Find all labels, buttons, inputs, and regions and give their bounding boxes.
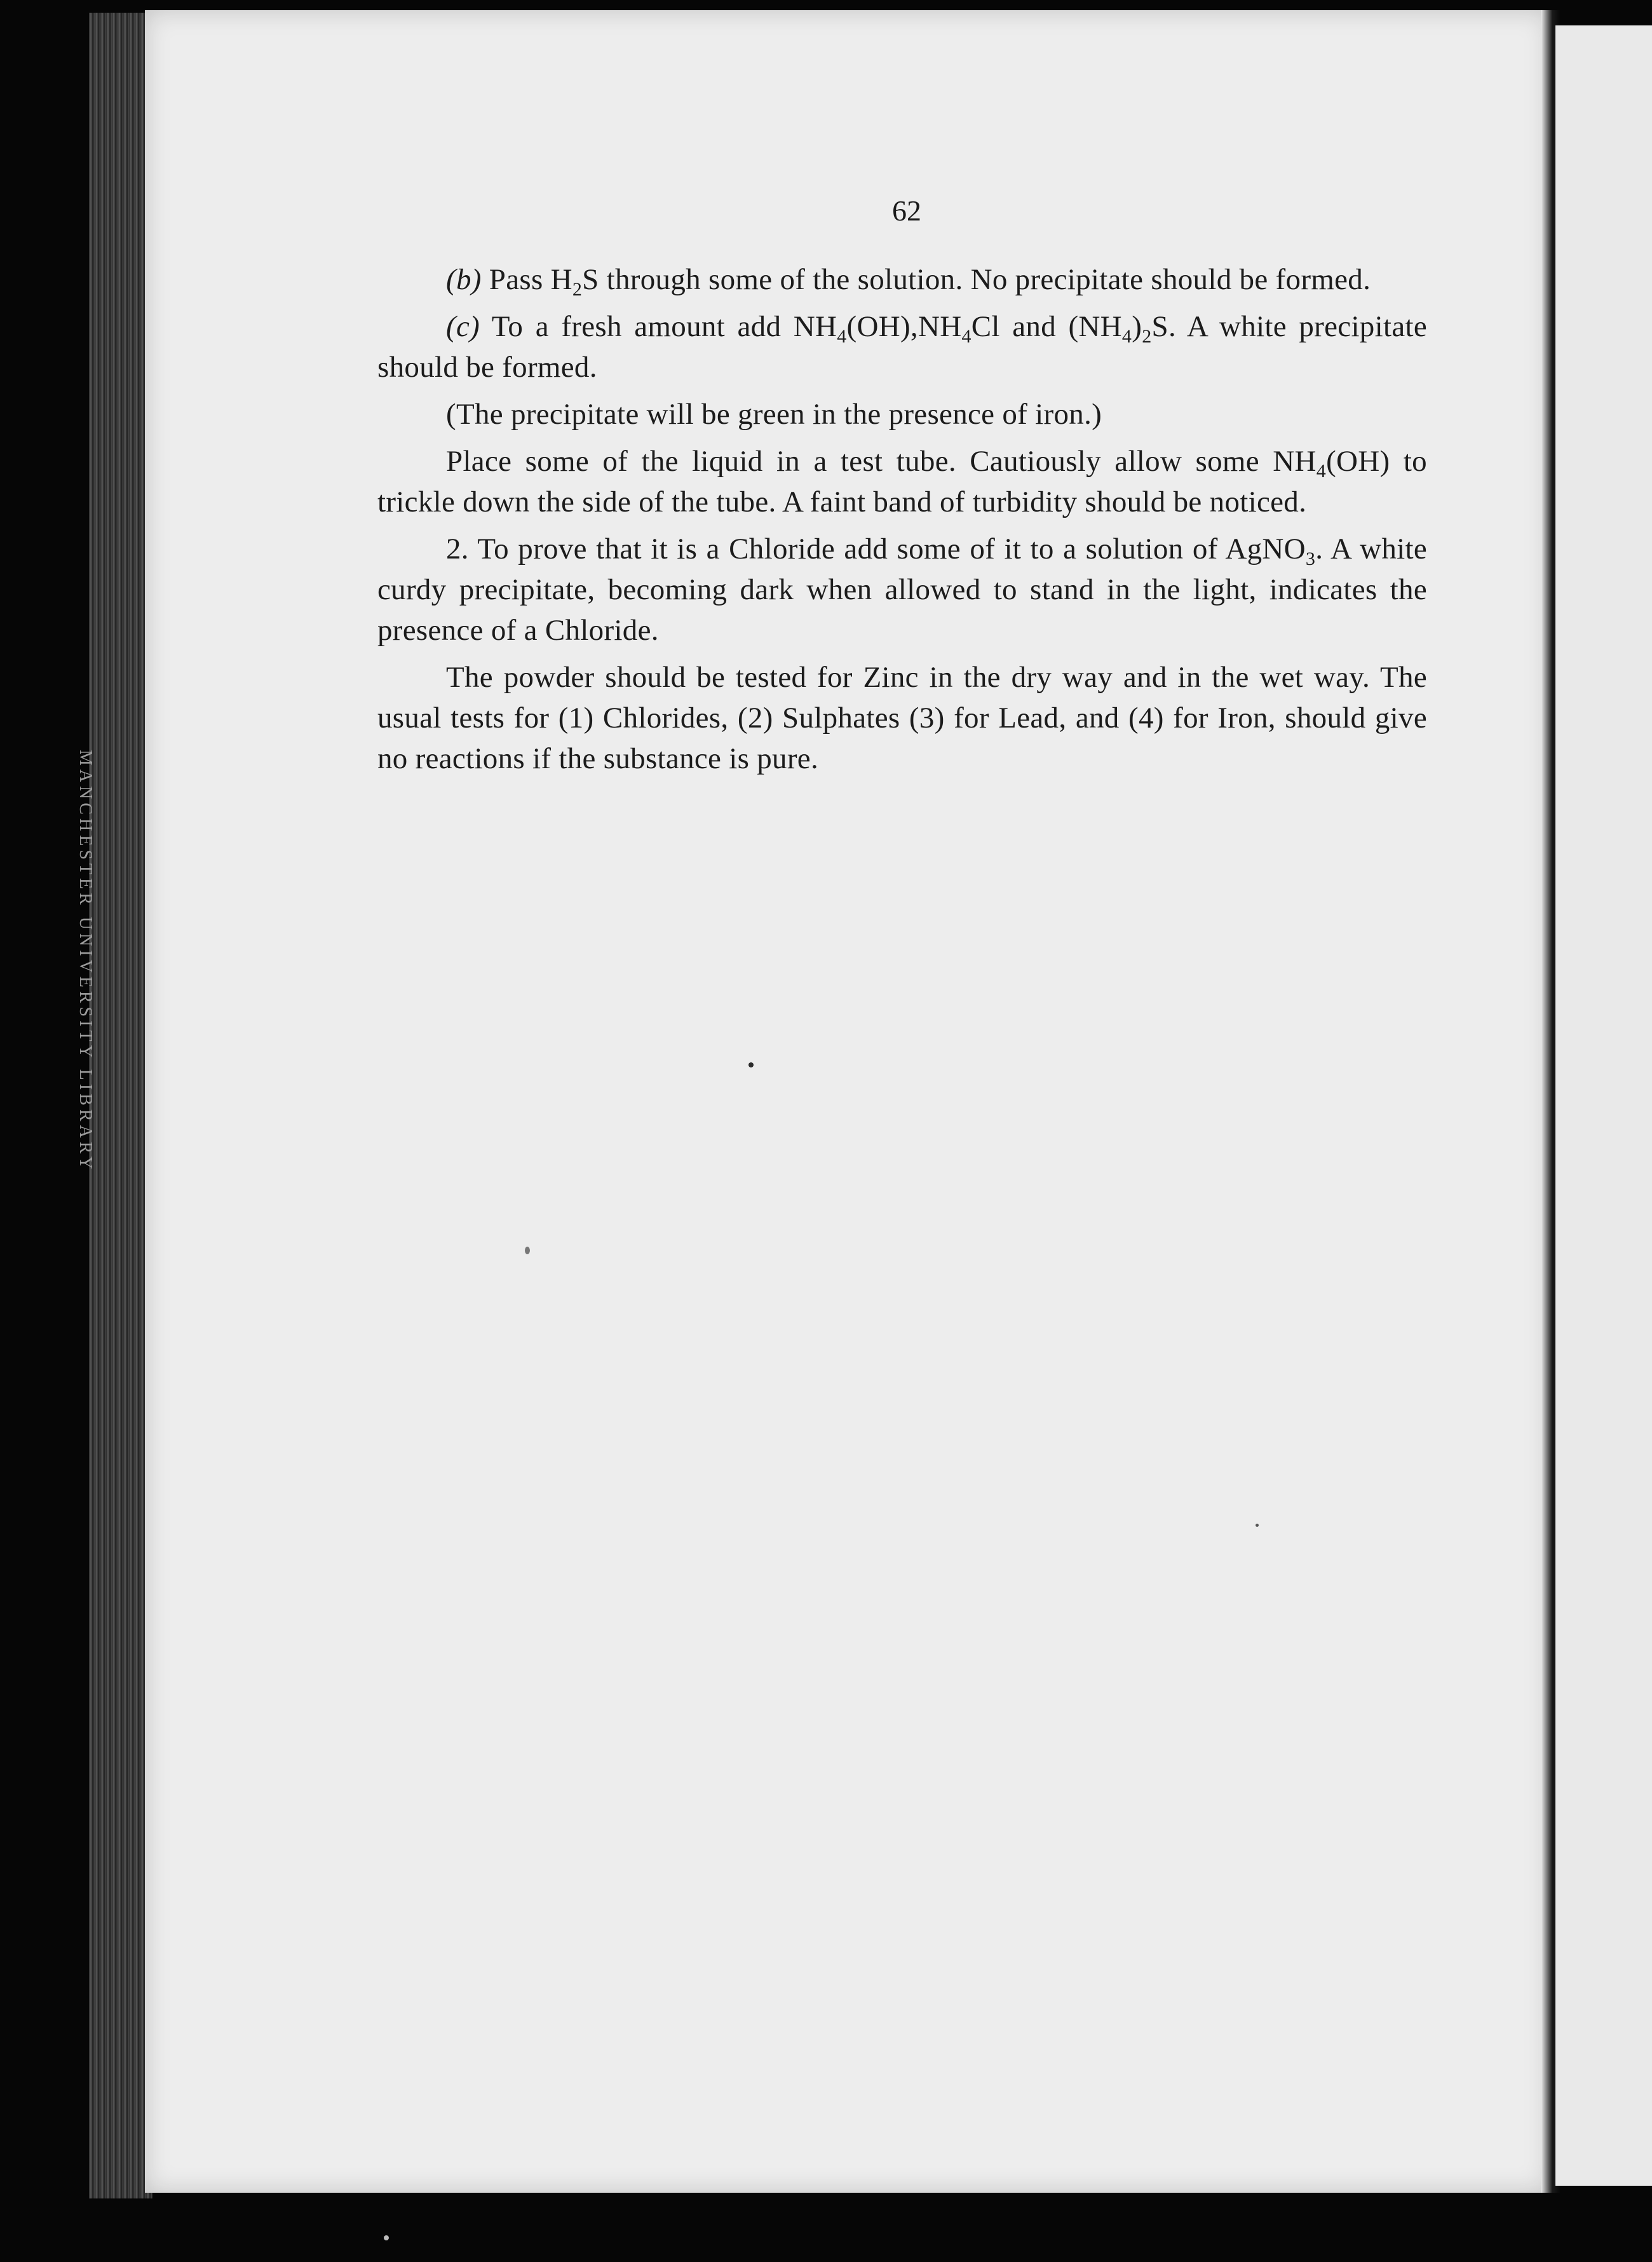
text-run: Pass H [481,263,572,296]
page-number: 62 [892,194,921,227]
paragraph-iron-note: (The precipitate will be green in the presence of iron.) [446,398,1102,431]
subscript: 4 [961,326,972,347]
paragraph-zinc: The powder should be tested for Zinc in the dry way and in the wet way. The usual tests for (1) Chlorides, (2) Sulphates (3) for Lead, and (4) for Iron, should give no reactions if the substance is pure. [377,661,1427,775]
text-run: S through some of the solution. No precipitate should be formed. [582,263,1371,296]
paragraph-test-tube [377,441,1427,522]
text-run: (OH),NH [846,310,962,343]
text-run: S. A white precipitate should be formed. [377,310,1427,384]
item-label: (b) [446,263,482,296]
subscript: 2 [572,279,583,300]
text-run: 2. To prove that it is a Chloride add some of it to a solution of AgNO [446,532,1306,566]
text-run: (OH) to trickle down the side of the tube. A faint band of turbidity should be noticed. [377,445,1427,518]
dust-speck [1256,1524,1259,1527]
paragraph-chloride [377,529,1427,651]
book-page-edges [89,13,152,2198]
text-run: To a fresh amount add NH [480,310,837,343]
item-label: (c) [446,310,480,343]
paragraph-b [377,259,1427,300]
dust-speck [525,1247,530,1254]
subscript: 4 [1121,326,1132,347]
adjacent-page-edge [1555,25,1652,2186]
dust-speck [748,1062,754,1067]
text-run: . A white curdy precipitate, becoming dark when allowed to stand in the light, indicates the presence of a Chloride. [377,532,1427,647]
subscript: 4 [837,326,847,347]
paragraph-c [377,306,1427,388]
text-run: Place some of the liquid in a test tube. Cautiously allow some NH [446,445,1317,478]
body-text [377,259,1427,785]
subscript: 4 [1316,461,1327,482]
subscript: 2 [1142,326,1152,347]
library-stamp: MANCHESTER UNIVERSITY LIBRARY [76,750,95,1174]
text-run: Cl and (NH [971,310,1122,343]
text-run: ) [1132,310,1142,343]
subscript: 3 [1305,548,1316,569]
dust-speck [384,2235,389,2240]
